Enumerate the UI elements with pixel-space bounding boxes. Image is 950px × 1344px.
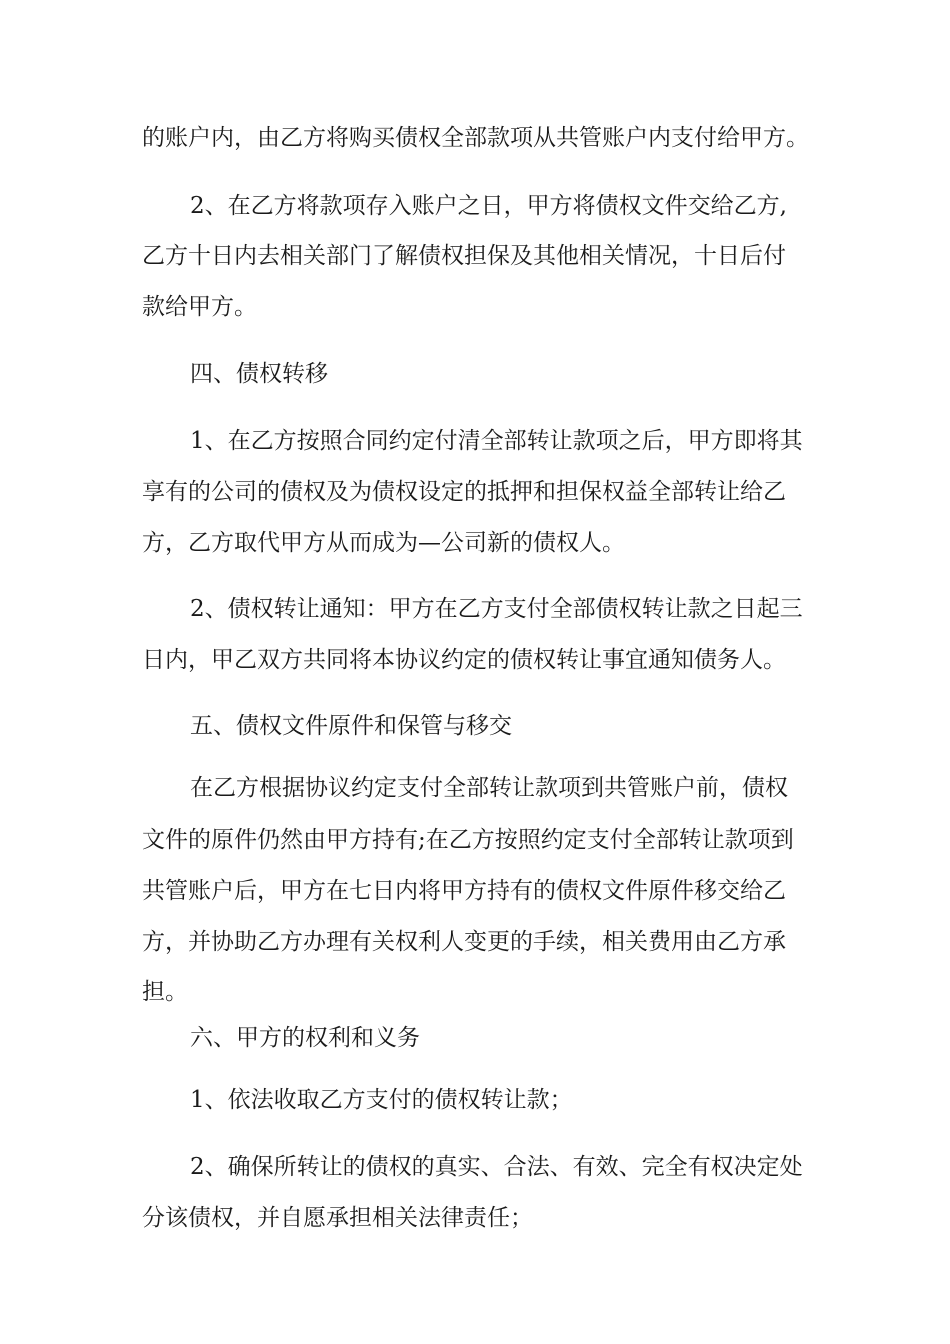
text-line: 享有的公司的债权及为债权设定的抵押和担保权益全部转让给乙 xyxy=(142,479,786,505)
section-heading: 四、债权转移 xyxy=(190,361,328,387)
text-line: 担。 xyxy=(142,979,188,1005)
text-line: 共管账户后，甲方在七日内将甲方持有的债权文件原件移交给乙 xyxy=(142,878,786,904)
text-line: 乙方十日内去相关部门了解债权担保及其他相关情况，十日后付 xyxy=(142,243,786,269)
text-line: 款给甲方。 xyxy=(142,294,257,320)
text-line: 2、在乙方将款项存入账户之日，甲方将债权文件交给乙方, xyxy=(190,193,787,219)
text-line: 分该债权，并自愿承担相关法律责任； xyxy=(142,1205,533,1231)
text-line: 1、依法收取乙方支付的债权转让款； xyxy=(190,1087,573,1113)
text-line: 1、在乙方按照合同约定付清全部转让款项之后，甲方即将其 xyxy=(190,428,803,454)
text-line: 方，并协助乙方办理有关权利人变更的手续，相关费用由乙方承 xyxy=(142,929,786,955)
text-line: 2、确保所转让的债权的真实、合法、有效、完全有权决定处 xyxy=(190,1154,803,1180)
section-heading: 五、债权文件原件和保管与移交 xyxy=(190,713,512,739)
text-line: 日内，甲乙双方共同将本协议约定的债权转让事宜通知债务人。 xyxy=(142,647,786,673)
text-line: 在乙方根据协议约定支付全部转让款项到共管账户前，债权 xyxy=(190,775,788,801)
text-line: 的账户内，由乙方将购买债权全部款项从共管账户内支付给甲方。 xyxy=(142,125,809,151)
text-line: 方，乙方取代甲方从而成为—公司新的债权人。 xyxy=(142,530,625,556)
text-line: 2、债权转让通知：甲方在乙方支付全部债权转让款之日起三 xyxy=(190,596,803,622)
section-heading: 六、甲方的权利和义务 xyxy=(190,1025,420,1051)
text-line: 文件的原件仍然由甲方持有;在乙方按照约定支付全部转让款项到 xyxy=(142,827,794,853)
